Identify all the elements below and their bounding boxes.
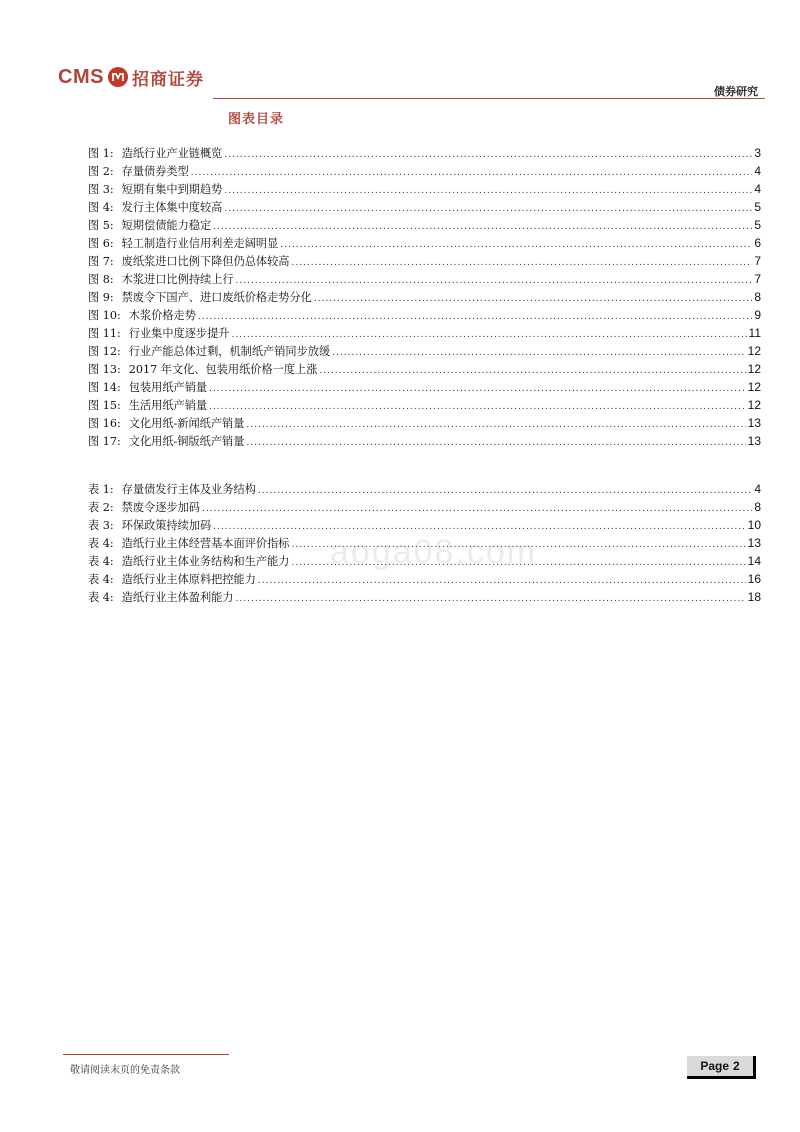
toc-entry-page: 10 — [747, 518, 761, 532]
toc-entry-title: 禁废令逐步加码 — [121, 501, 200, 514]
toc-entry[interactable] — [88, 481, 761, 499]
toc-leader-dots — [209, 384, 746, 394]
toc-entry-label: 图 17: — [88, 435, 121, 448]
toc-entry[interactable] — [88, 571, 761, 589]
toc-entry-title: 存量债发行主体及业务结构 — [121, 483, 256, 496]
toc-entry-page: 4 — [754, 182, 761, 196]
toc-entry-page: 12 — [747, 380, 761, 394]
toc-entry-title: 造纸行业产业链概览 — [121, 147, 223, 160]
page-number: 2 — [733, 1059, 740, 1073]
toc-entry[interactable] — [88, 499, 761, 517]
toc-entry-title: 行业产能总体过剩，机制纸产销同步放缓 — [128, 345, 331, 358]
toc-entry-label: 表 1: — [88, 483, 114, 496]
toc-leader-dots — [209, 402, 746, 412]
toc-entry-label: 表 4: — [88, 537, 114, 550]
toc-entry-page: 18 — [747, 590, 761, 604]
toc-entry-page: 6 — [754, 236, 761, 250]
toc-entry-label: 表 4: — [88, 573, 114, 586]
toc-entry-label: 图 6: — [88, 237, 114, 250]
toc-entry[interactable] — [88, 181, 761, 199]
toc-entry[interactable] — [88, 307, 761, 325]
toc-entry-label: 表 4: — [88, 591, 114, 604]
watermark: aoga08.com — [330, 533, 538, 571]
toc-entry-page: 8 — [754, 500, 761, 514]
page-label: Page — [700, 1059, 729, 1073]
toc-entry-page: 16 — [747, 572, 761, 586]
toc-leader-dots — [332, 348, 746, 358]
logo-mark-icon — [108, 67, 128, 87]
toc-entry-title: 行业集中度逐步提升 — [128, 327, 230, 340]
toc-entry-title: 短期偿债能力稳定 — [121, 219, 212, 232]
toc-leader-dots — [224, 204, 752, 214]
toc-entry-label: 图 8: — [88, 273, 114, 286]
toc-entry[interactable] — [88, 217, 761, 235]
toc-entry-page: 12 — [747, 362, 761, 376]
toc-entry[interactable] — [88, 361, 761, 379]
toc-entry-page: 9 — [754, 308, 761, 322]
toc-entry-label: 图 10: — [88, 309, 121, 322]
toc-entry-page: 7 — [754, 272, 761, 286]
toc-leader-dots — [213, 522, 745, 532]
toc-leader-dots — [191, 168, 753, 178]
toc-entry-page: 14 — [747, 554, 761, 568]
toc-entry-title: 环保政策持续加码 — [121, 519, 212, 532]
toc-entry[interactable] — [88, 199, 761, 217]
toc-entry[interactable] — [88, 415, 761, 433]
toc-leader-dots — [314, 294, 752, 304]
toc-entry-title: 生活用纸产销量 — [128, 399, 208, 412]
toc-entry-page: 5 — [754, 218, 761, 232]
figure-list — [88, 145, 761, 451]
toc-leader-dots — [224, 186, 752, 196]
toc-entry-title: 废纸浆进口比例下降但仍总体较高 — [121, 255, 290, 268]
toc-entry-title: 2017 年文化、包装用纸价格一度上涨 — [128, 363, 318, 376]
toc-entry-label: 图 11: — [88, 327, 121, 340]
toc-entry[interactable] — [88, 343, 761, 361]
toc-entry-page: 13 — [747, 434, 761, 448]
toc-entry-title: 文化用纸-新闻纸产销量 — [128, 417, 245, 430]
toc-entry[interactable] — [88, 235, 761, 253]
report-category: 债券研究 — [714, 85, 758, 98]
toc-entry-page: 12 — [747, 398, 761, 412]
page-indicator — [687, 1056, 756, 1079]
toc-entry-title: 木浆进口比例持续上行 — [121, 273, 234, 286]
toc-entry-page: 3 — [754, 146, 761, 160]
toc-leader-dots — [280, 240, 752, 250]
toc-entry[interactable] — [88, 433, 761, 451]
toc-entry-label: 图 3: — [88, 183, 114, 196]
toc-entry-page: 8 — [754, 290, 761, 304]
toc-entry-title: 造纸行业主体经营基本面评价指标 — [121, 537, 290, 550]
toc-entry-label: 图 13: — [88, 363, 121, 376]
logo-cn-text: 招商证券 — [131, 69, 204, 90]
toc-entry-page: 12 — [747, 344, 761, 358]
toc-entry-label: 图 12: — [88, 345, 121, 358]
toc-entry-label: 图 14: — [88, 381, 121, 394]
toc-entry-page: 5 — [754, 200, 761, 214]
toc-entry[interactable] — [88, 163, 761, 181]
toc-entry-title: 造纸行业主体业务结构和生产能力 — [121, 555, 290, 568]
toc-leader-dots — [213, 222, 752, 232]
toc-leader-dots — [258, 486, 752, 496]
toc-entry-page: 4 — [754, 482, 761, 496]
toc-entry-label: 表 2: — [88, 501, 114, 514]
toc-leader-dots — [319, 366, 745, 376]
toc-leader-dots — [224, 150, 752, 160]
toc-entry-label: 图 7: — [88, 255, 114, 268]
toc-leader-dots — [246, 438, 745, 448]
toc-entry-label: 图 16: — [88, 417, 121, 430]
toc-entry-label: 表 4: — [88, 555, 114, 568]
toc-leader-dots — [198, 312, 752, 322]
toc-entry[interactable] — [88, 145, 761, 163]
toc-entry-title: 轻工制造行业信用利差走阔明显 — [121, 237, 279, 250]
toc-entry-page: 4 — [754, 164, 761, 178]
toc-entry-label: 图 5: — [88, 219, 114, 232]
toc-entry-label: 图 9: — [88, 291, 114, 304]
toc-entry[interactable] — [88, 325, 761, 343]
toc-entry-title: 存量债券类型 — [121, 165, 189, 178]
toc-entry-title: 造纸行业主体盈利能力 — [121, 591, 234, 604]
toc-entry[interactable] — [88, 589, 761, 607]
toc-entry-page: 11 — [748, 326, 761, 340]
footer-disclaimer: 敬请阅读末页的免责条款 — [70, 1065, 180, 1076]
toc-entry-label: 图 2: — [88, 165, 114, 178]
toc-entry[interactable] — [88, 253, 761, 271]
toc-leader-dots — [236, 276, 753, 286]
toc-entry-title: 禁废令下国产、进口废纸价格走势分化 — [121, 291, 312, 304]
toc-title: 图表目录 — [228, 112, 285, 127]
toc-leader-dots — [231, 330, 746, 340]
toc-entry-title: 造纸行业主体原料把控能力 — [121, 573, 256, 586]
toc-leader-dots — [291, 258, 752, 268]
toc-entry-label: 图 1: — [88, 147, 114, 160]
footer-divider — [63, 1054, 229, 1055]
toc-entry-label: 图 15: — [88, 399, 121, 412]
company-logo — [58, 64, 204, 90]
toc-entry-title: 文化用纸-铜版纸产销量 — [128, 435, 245, 448]
toc-leader-dots — [236, 594, 746, 604]
toc-entry[interactable] — [88, 379, 761, 397]
toc-leader-dots — [258, 576, 746, 586]
toc-entry-label: 图 4: — [88, 201, 114, 214]
toc-leader-dots — [246, 420, 745, 430]
toc-entry-title: 包装用纸产销量 — [128, 381, 208, 394]
toc-entry-label: 表 3: — [88, 519, 114, 532]
logo-cms-text: CMS — [58, 65, 104, 88]
toc-entry[interactable] — [88, 397, 761, 415]
toc-entry-title: 短期有集中到期趋势 — [121, 183, 223, 196]
toc-entry-page: 7 — [754, 254, 761, 268]
toc-entry-page: 13 — [747, 536, 761, 550]
toc-entry-title: 发行主体集中度较高 — [121, 201, 223, 214]
header-divider — [213, 98, 765, 99]
toc-entry[interactable] — [88, 271, 761, 289]
toc-entry-title: 木浆价格走势 — [128, 309, 196, 322]
toc-leader-dots — [202, 504, 752, 514]
toc-entry-page: 13 — [747, 416, 761, 430]
toc-entry[interactable] — [88, 289, 761, 307]
